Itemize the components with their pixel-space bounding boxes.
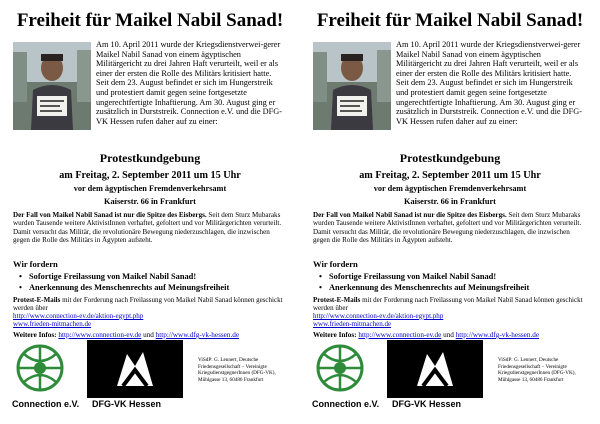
protest-date: am Freitag, 2. September 2011 um 15 Uhr <box>59 170 241 181</box>
flyer-left <box>5 0 295 424</box>
protest-mail-rest: mit der Forderung nach Freilassung von Maikel Nabil Sanad können geschickt werden über <box>313 296 583 312</box>
protest-heading: Protestkundgebung <box>399 151 501 165</box>
infos-label: Weitere Infos: <box>13 331 57 339</box>
demands-heading: Wir fordern <box>313 259 358 269</box>
flyer-title: Freiheit für Maikel Nabil Sanad! <box>316 10 584 31</box>
protest-mail-rest: mit der Forderung nach Freilassung von Maikel Nabil Sanad können geschickt werden über <box>13 296 283 312</box>
protest-heading: Protestkundgebung <box>99 151 201 165</box>
portrait-photo <box>313 42 391 130</box>
body-bold: Der Fall von Maikel Nabil Sanad ist nur die Spitze des Eisbergs. <box>13 211 207 219</box>
protest-date: am Freitag, 2. September 2011 um 15 Uhr <box>359 170 541 181</box>
demand-item: • Anerkennung des Menschenrechts auf Meinungsfreiheit <box>329 282 600 293</box>
intro-text: Am 10. April 2011 wurde der Kriegsdienstverwei-gerer Maikel Nabil Sanad von einem ägyptischen Militärgericht zu drei Jahren Haft verurteilt, weil er als einer der ersten die Rolle des Militärs kritisiert hatte. Seit dem 23. August befindet er sich im Hungerstreik und protestiert damit gegen seine fortgesetzte ungerechtfertigte Inhaftierung. Am 30. August ging er zusätzlich in Durststreik. Connection e.V. und die DFG-VK Hessen rufen daher auf zu einer: <box>396 40 583 126</box>
body-paragraph <box>313 211 585 244</box>
protest-place: vor dem ägyptischen Fremdenverkehrsamt <box>373 184 527 193</box>
infos-and: und <box>441 331 456 339</box>
dfg-vk-label: DFG-VK Hessen <box>392 399 462 409</box>
body-paragraph <box>13 211 285 244</box>
body-rest: Seit dem Sturz Mubaraks wurden Tausende weitere AktivistInnen verhaftet, gefoltert und vor Militärgerichten verurteilt. Damit versucht das Militär, die revolutionäre Bewegung niederzuschlagen, die inzwischen gegen die Rolle des Militärs in Ägypten aufsteht. <box>13 211 282 244</box>
demand-item: • Sofortige Freilassung von Maikel Nabil Sanad! <box>29 271 304 282</box>
more-infos <box>313 331 585 339</box>
protest-mail-bold: Protest-E-Mails <box>13 296 61 304</box>
aktion-link[interactable]: http://www.connection-ev.de/aktion-egypt.php <box>13 312 144 320</box>
infos-and: und <box>141 331 156 339</box>
aktion-link[interactable]: http://www.connection-ev.de/aktion-egypt.php <box>313 312 444 320</box>
protest-mail-paragraph <box>313 296 585 328</box>
connection-link[interactable]: http://www.connection-ev.de <box>358 331 442 339</box>
protest-place: vor dem ägyptischen Fremdenverkehrsamt <box>73 184 227 193</box>
body-rest: Seit dem Sturz Mubaraks wurden Tausende weitere AktivistInnen verhaftet, gefoltert und vor Militärgerichten verurteilt. Damit versucht das Militär, die revolutionäre Bewegung niederzuschlagen, die inzwischen gegen die Rolle des Militärs in Ägypten aufsteht. <box>313 211 582 244</box>
imprint-text: ViSdP: G. Lennert, Deutsche Friedensgesellschaft – Vereinigte KriegsdienstgegnerInnen (DFG-VK), Mühlgasse 13, 60486 Frankfurt <box>198 357 276 383</box>
dfg-vk-logo-icon <box>387 340 483 398</box>
more-infos <box>13 331 285 339</box>
flyer-right <box>305 0 595 424</box>
dfg-vk-logo-icon <box>87 340 183 398</box>
protest-mail-paragraph <box>13 296 285 328</box>
infos-label: Weitere Infos: <box>313 331 357 339</box>
demands-list <box>313 271 600 293</box>
frieden-link[interactable]: www.frieden-mitmachen.de <box>313 320 392 328</box>
demand-item: • Anerkennung des Menschenrechts auf Meinungsfreiheit <box>29 282 304 293</box>
frieden-link[interactable]: www.frieden-mitmachen.de <box>13 320 92 328</box>
connection-label: Connection e.V. <box>312 399 380 409</box>
dfg-link[interactable]: http://www.dfg-vk-hessen.de <box>155 331 240 339</box>
body-bold: Der Fall von Maikel Nabil Sanad ist nur die Spitze des Eisbergs. <box>313 211 507 219</box>
dfg-link[interactable]: http://www.dfg-vk-hessen.de <box>455 331 540 339</box>
connection-logo-icon <box>310 342 370 394</box>
protest-mail-bold: Protest-E-Mails <box>313 296 361 304</box>
intro-text: Am 10. April 2011 wurde der Kriegsdienstverwei-gerer Maikel Nabil Sanad von einem ägyptischen Militärgericht zu drei Jahren Haft verurteilt, weil er als einer der ersten die Rolle des Militärs kritisiert hatte. Seit dem 23. August befindet er sich im Hungerstreik und protestiert damit gegen seine fortgesetzte ungerechtfertigte Inhaftierung. Am 30. August ging er zusätzlich in Durststreik. Connection e.V. und die DFG-VK Hessen rufen daher auf zu einer: <box>96 40 283 126</box>
portrait-photo <box>13 42 91 130</box>
connection-label: Connection e.V. <box>12 399 80 409</box>
connection-logo-icon <box>10 342 70 394</box>
protest-address: Kaiserstr. 66 in Frankfurt <box>404 197 496 206</box>
dfg-vk-label: DFG-VK Hessen <box>92 399 162 409</box>
demands-heading: Wir fordern <box>13 259 58 269</box>
connection-link[interactable]: http://www.connection-ev.de <box>58 331 142 339</box>
imprint-text: ViSdP: G. Lennert, Deutsche Friedensgesellschaft – Vereinigte KriegsdienstgegnerInnen (DFG-VK), Mühlgasse 13, 60486 Frankfurt <box>498 357 576 383</box>
flyer-title: Freiheit für Maikel Nabil Sanad! <box>16 10 284 31</box>
demands-list <box>13 271 304 293</box>
demand-item: • Sofortige Freilassung von Maikel Nabil Sanad! <box>329 271 600 282</box>
protest-address: Kaiserstr. 66 in Frankfurt <box>104 197 196 206</box>
